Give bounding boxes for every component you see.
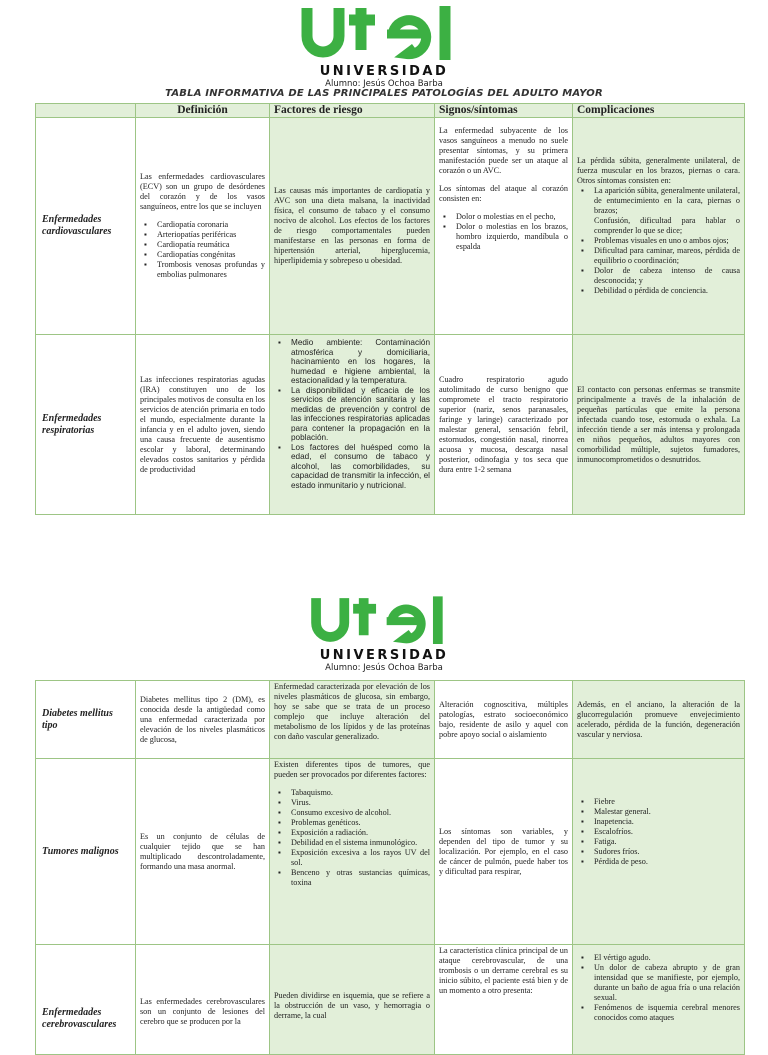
cell-signs (435, 759, 573, 945)
cell-risk (270, 945, 435, 1055)
list-item: ▪ Cardiopatías congénitas (140, 250, 265, 260)
list-item: ▪ Inapetencia. (577, 817, 740, 827)
list-item: ▪ La aparición súbita, generalmente unilateral, de entumecimiento en la cara, piernas o brazos; (577, 186, 740, 216)
list-item: ▪ Fatiga. (577, 837, 740, 847)
signs-text: Alteración cognoscitiva, múltiples patologías, estrato socioeconómico bajo, residente de asilo y aquel con pobre apoyo social o aislamiento (439, 699, 568, 739)
list-item: ▪ Virus. (274, 798, 430, 808)
complications-text: El contacto con personas enfermas se transmite principalmente a través de la inhalación de pequeñas partículas que emite la persona infectada cuando tose, estornuda o exhala. La infección tiende a ser más intensa y prolongada en niños pequeños, adultos mayores con comorbilidad múltiple, sujetos fumadores, inmunocomprometidos o desnutridos. (577, 384, 740, 464)
cell-risk (270, 759, 435, 945)
logo-subtitle: UNIVERSIDAD (319, 648, 449, 663)
list-item: ▪ Fiebre (577, 797, 740, 807)
cell-signs (435, 681, 573, 759)
definition-text: Diabetes mellitus tipo 2 (DM), es conocida desde la antigüedad como una enfermedad caracterizada por elevación de los niveles plasmáticos de glucosa, (140, 694, 265, 744)
table-header-row (36, 104, 745, 118)
header-definition: Definición (136, 104, 270, 118)
cell-signs (435, 945, 573, 1055)
university-logo (0, 596, 768, 673)
signs-text: Los síntomas del ataque al corazón consisten en: (439, 184, 568, 203)
row-title-tumor: Tumores malignos (36, 759, 136, 945)
list-item: ▪ Debilidad en el sistema inmunológico. (274, 838, 430, 848)
list-item: ▪ Sudores fríos. (577, 847, 740, 857)
complications-text: Además, en el anciano, la alteración de la glucorregulación promueve envejecimiento acelerado, pérdida de la función, degeneración vascular y nerviosa. (577, 699, 740, 739)
list-item: ▪ Problemas genéticos. (274, 818, 430, 828)
cell-complications (573, 759, 745, 945)
cell-definition (136, 945, 270, 1055)
pathology-table-part-2 (35, 680, 745, 1055)
risk-text: Enfermedad caracterizada por elevación de los niveles plasmáticos de glucosa, sin embargo, hoy se sabe que se trata de un proceso complejo que incluye alteración del metabolismo de los lípidos y de las proteínas con daño vascular generalizado. (274, 682, 430, 741)
list-item: ▪ Cardiopatía coronaria (140, 220, 265, 230)
row-title-resp: Enfermedades respiratorias (36, 335, 136, 515)
cell-signs (435, 335, 573, 515)
list-item: ▪ Dificultad para caminar, mareos, pérdida de equilibrio o coordinación; (577, 246, 740, 266)
signs-text: La enfermedad subyacente de los vasos sanguíneos a menudo no suele presentar síntomas, y su primera manifestación puede ser un ataque al corazón o un AVC. (439, 126, 568, 175)
row-title-cardio: Enfermedades cardiovasculares (36, 118, 136, 335)
cell-definition (136, 681, 270, 759)
utel-logo-icon (309, 596, 459, 648)
list-item: ▪ Dolor o molestias en los brazos, hombro izquierdo, mandíbula o espalda (439, 222, 568, 252)
definition-text: Las enfermedades cardiovasculares (ECV) son un grupo de desórdenes del corazón y de los vasos sanguíneos, entre los que se incluyen (140, 172, 265, 211)
list-item: ▪ Dolor de cabeza intenso de causa desconocida; y (577, 266, 740, 286)
list-item: ▪ Exposición excesiva a los rayos UV del sol. (274, 848, 430, 868)
list-item: ▪ El vértigo agudo. (577, 953, 740, 963)
header-signs: Signos/síntomas (435, 104, 573, 118)
definition-text: Las enfermedades cerebrovasculares son un conjunto de lesiones del cerebro que se producen por la (140, 997, 265, 1026)
cell-definition (136, 118, 270, 335)
row-title-cerebro: Enfermedades cerebrovasculares (36, 945, 136, 1055)
table-row (36, 681, 745, 759)
cell-risk (270, 335, 435, 515)
table-row (36, 118, 745, 335)
university-logo (0, 6, 768, 89)
list-item: ▪ Fenómenos de isquemia cerebral menores conocidos como ataques (577, 1003, 740, 1023)
cell-complications (573, 335, 745, 515)
list-continuation: Confusión, dificultad para hablar o comprender lo que se dice; (594, 216, 740, 235)
list-item: ▪ Dolor o molestias en el pecho, (439, 212, 568, 222)
list-item: ▪ Exposición a radiación. (274, 828, 430, 838)
utel-logo-icon (299, 6, 469, 64)
risk-text: Las causas más importantes de cardiopatía y AVC son una dieta malsana, la inactividad física, el consumo de tabaco y el consumo nocivo de alcohol. Los efectos de los factores de riesgo comportamentales pueden manifestarse en las personas en forma de hipertensión arterial, hiperglucemia, hiperlipidemia y sobrepeso u obesidad. (274, 186, 430, 265)
signs-text: La característica clínica principal de un ataque cerebrovascular, de una trombosis o un derrame cerebral es su inicio súbito, el paciente está bien y de un momento a otro presenta: (439, 946, 568, 995)
list-item: ▪ Pérdida de peso. (577, 857, 740, 867)
header-empty (36, 104, 136, 118)
cell-risk (270, 118, 435, 335)
student-name: Alumno: Jesús Ochoa Barba (325, 79, 443, 89)
risk-text: Existen diferentes tipos de tumores, que pueden ser provocados por diferentes factores: (274, 760, 430, 779)
signs-text: Cuadro respiratorio agudo autolimitado de curso benigno que compromete el tracto respiratorio superior (nariz, senos paranasales, faringe y laringe) caracterizado por malestar general, sensación febril, estornudos, congestión nasal, rinorrea acuosa y mucosa, descarga nasal posterior, odinofagia y tos seca que dura entre 1-2 semana (439, 374, 568, 474)
list-item: ▪ Trombosis venosas profundas y embolias pulmonares (140, 260, 265, 280)
signs-text: Los síntomas son variables, y dependen del tipo de tumor y su localización. Por ejemplo, en el caso de cáncer de pulmón, puede haber tos y dificultad para respirar, (439, 826, 568, 876)
table-row (36, 945, 745, 1055)
cell-definition (136, 759, 270, 945)
row-title-diabetes: Diabetes mellitus tipo (36, 681, 136, 759)
list-item: ▪ Los factores del huésped como la edad, el consumo de tabaco y alcohol, las comorbilidades, su capacidad de transmitir la infección, el estado inmunitario y nutricional. (274, 443, 430, 491)
list-item: ▪ Medio ambiente: Contaminación atmosférica y domiciliaria, hacinamiento en los hogares, la humedad e higiene ambiental, la estacionalidad y la temperatura. (274, 338, 430, 386)
list-item: ▪ Debilidad o pérdida de conciencia. (577, 286, 740, 296)
list-item: ▪ Consumo excesivo de alcohol. (274, 808, 430, 818)
table-row (36, 759, 745, 945)
cell-complications (573, 681, 745, 759)
cell-risk (270, 681, 435, 759)
definition-text: Las infecciones respiratorias agudas (IRA) constituyen uno de los principales motivos de consulta en los servicios de atención primaria en todo el mundo, especialmente durante la infancia y en el adulto joven, siendo una causa frecuente de ausentismo escolar y laboral, determinando elevados costos sanitarios y pérdida de productividad (140, 374, 265, 474)
document-title: TABLA INFORMATIVA DE LAS PRINCIPALES PATOLOGÍAS DEL ADULTO MAYOR (165, 88, 603, 99)
list-item: ▪ Malestar general. (577, 807, 740, 817)
logo-subtitle: UNIVERSIDAD (319, 64, 449, 79)
pathology-table-part-1 (35, 103, 745, 515)
cell-definition (136, 335, 270, 515)
list-item: ▪ Cardiopatía reumática (140, 240, 265, 250)
header-risk-factors: Factores de riesgo (270, 104, 435, 118)
header-complications: Complicaciones (573, 104, 745, 118)
list-item: ▪ Benceno y otras sustancias químicas, toxina (274, 868, 430, 888)
definition-text: Es un conjunto de células de cualquier tejido que se han multiplicado descontroladamente, formando una masa anormal. (140, 831, 265, 871)
list-item: ▪ La disponibilidad y eficacia de los servicios de atención sanitaria y las medidas de prevención y control de las infecciones respiratorias aplicadas para contener la propagación en la población. (274, 386, 430, 443)
list-item: ▪ Tabaquismo. (274, 788, 430, 798)
cell-signs (435, 118, 573, 335)
student-name: Alumno: Jesús Ochoa Barba (325, 663, 443, 673)
cell-complications (573, 945, 745, 1055)
list-item: ▪ Arteriopatías periféricas (140, 230, 265, 240)
table-row (36, 335, 745, 515)
risk-text: Pueden dividirse en isquemia, que se refiere a la obstrucción de un vaso, y hemorragia o derrame, la cual (274, 991, 430, 1020)
list-item: ▪ Problemas visuales en uno o ambos ojos; (577, 236, 740, 246)
complications-text: La pérdida súbita, generalmente unilateral, de fuerza muscular en los brazos, piernas o cara. Otros síntomas consisten en: (577, 156, 740, 185)
list-item: ▪ Escalofríos. (577, 827, 740, 837)
list-item: ▪ Un dolor de cabeza abrupto y de gran intensidad que se manifieste, por ejemplo, durante un baño de agua fría o una relación sexual. (577, 963, 740, 1003)
cell-complications (573, 118, 745, 335)
